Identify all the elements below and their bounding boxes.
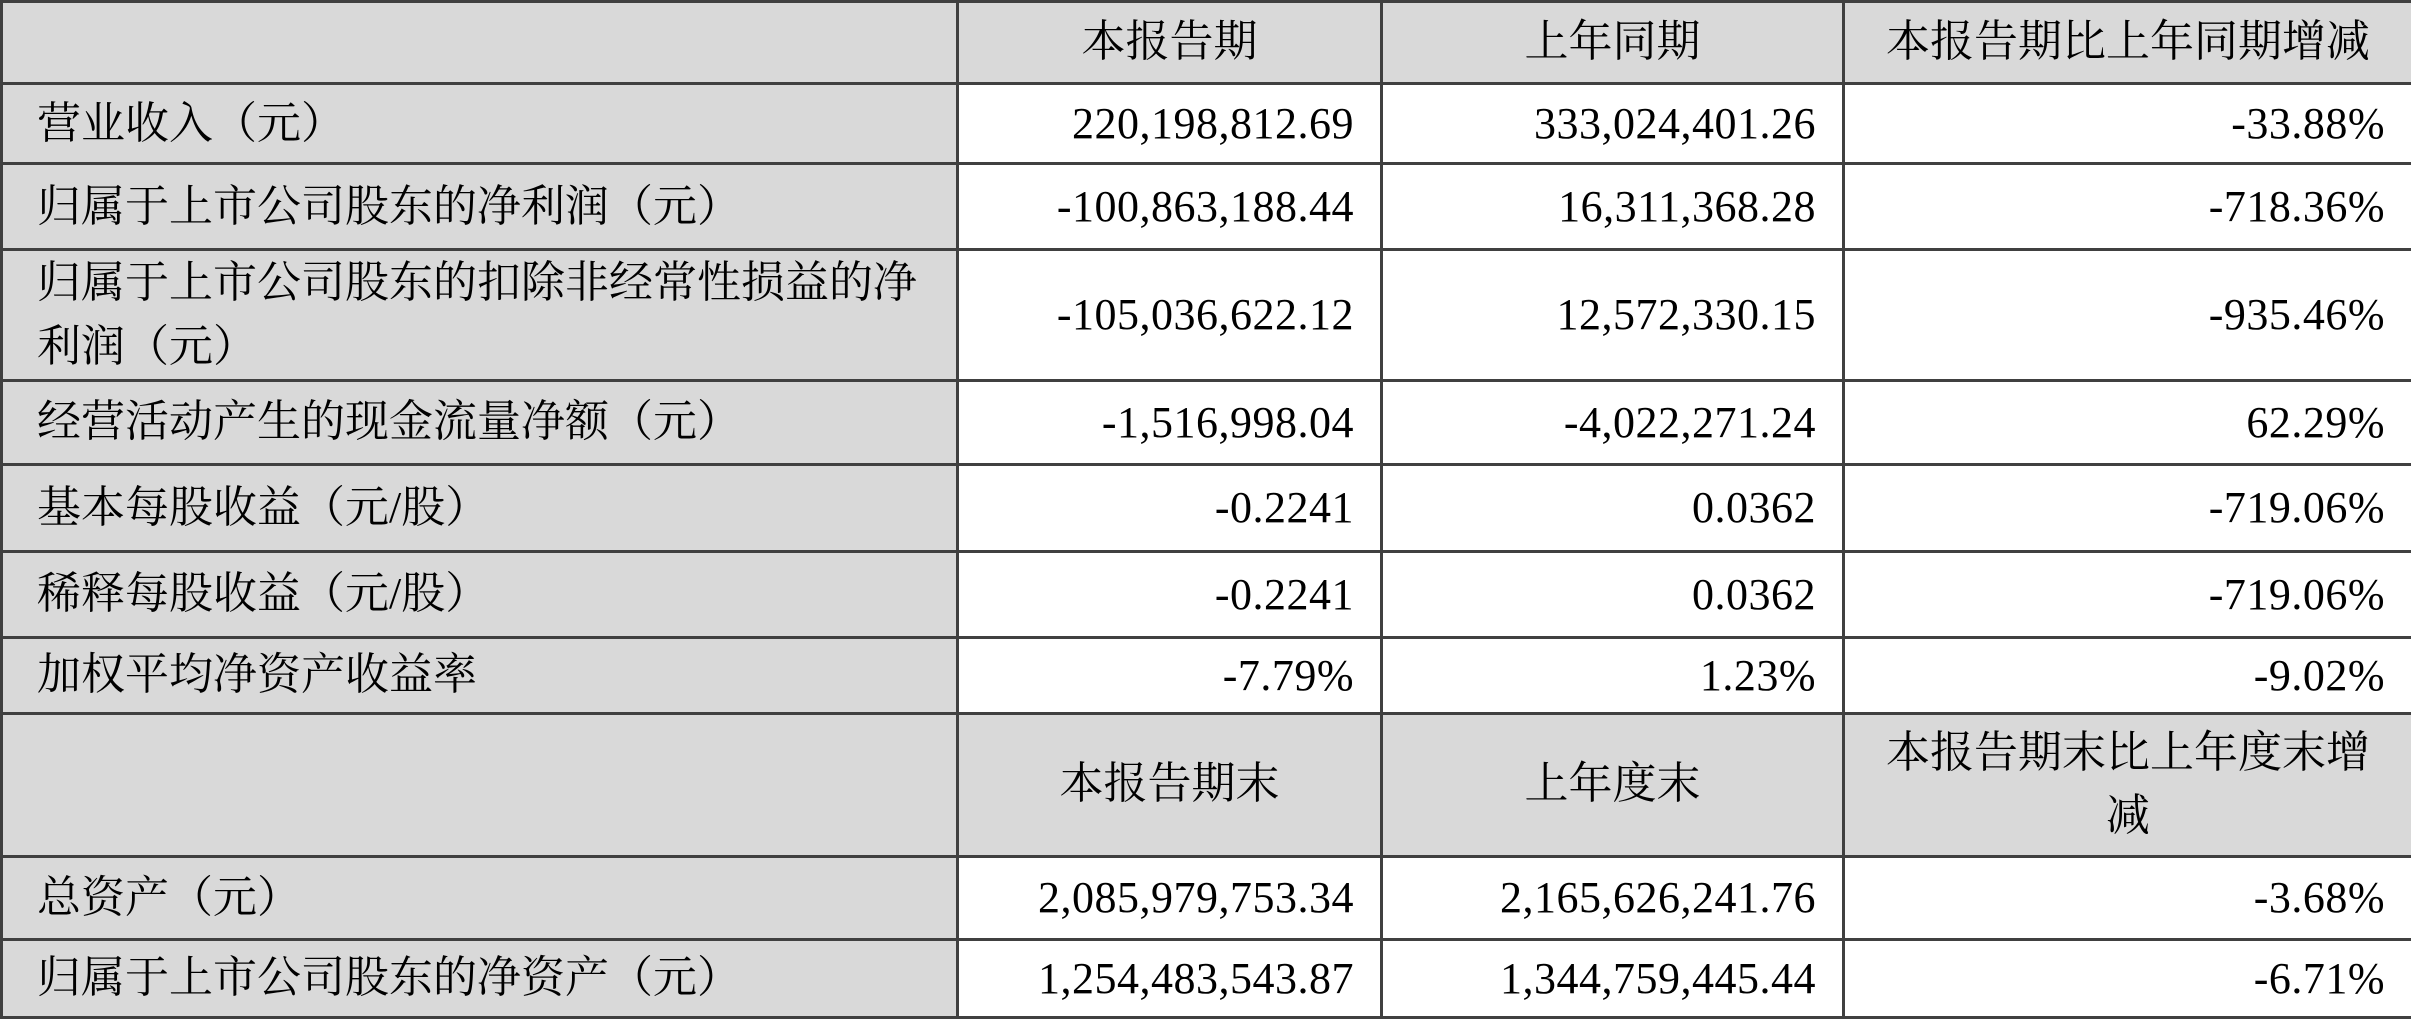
value-prior: 0.0362	[1382, 551, 1844, 637]
section2-header-row	[2, 713, 2411, 856]
value-change: -6.71%	[1844, 939, 2411, 1017]
row-label: 归属于上市公司股东的净利润（元）	[2, 164, 958, 250]
row-label: 基本每股收益（元/股）	[2, 464, 958, 551]
value-change: -935.46%	[1844, 250, 2411, 381]
table-row-weighted-avg-roe	[2, 637, 2411, 713]
value-current: 1,254,483,543.87	[958, 939, 1382, 1017]
table-row-net-profit-excl-nonrecurring	[2, 250, 2411, 381]
value-current: -1,516,998.04	[958, 380, 1382, 464]
section2-header-current: 本报告期末	[958, 713, 1382, 856]
value-prior: 2,165,626,241.76	[1382, 856, 1844, 939]
row-label: 归属于上市公司股东的净资产（元）	[2, 939, 958, 1017]
value-change: 62.29%	[1844, 380, 2411, 464]
value-current: -105,036,622.12	[958, 250, 1382, 381]
row-label: 加权平均净资产收益率	[2, 637, 958, 713]
section2-header-prior: 上年度末	[1382, 713, 1844, 856]
row-label: 经营活动产生的现金流量净额（元）	[2, 380, 958, 464]
row-label: 稀释每股收益（元/股）	[2, 551, 958, 637]
value-current: -100,863,188.44	[958, 164, 1382, 250]
value-current: -7.79%	[958, 637, 1382, 713]
table-row-total-assets	[2, 856, 2411, 939]
value-change: -719.06%	[1844, 464, 2411, 551]
value-change: -3.68%	[1844, 856, 2411, 939]
value-change: -9.02%	[1844, 637, 2411, 713]
value-current: -0.2241	[958, 464, 1382, 551]
value-current: 2,085,979,753.34	[958, 856, 1382, 939]
section2-corner-cell	[2, 713, 958, 856]
value-prior: 12,572,330.15	[1382, 250, 1844, 381]
row-label: 归属于上市公司股东的扣除非经常性损益的净利润（元）	[2, 250, 958, 381]
table-row-net-assets	[2, 939, 2411, 1017]
value-prior: 333,024,401.26	[1382, 84, 1844, 164]
value-change: -718.36%	[1844, 164, 2411, 250]
section1-header-change: 本报告期比上年同期增减	[1844, 2, 2411, 84]
table-row-revenue	[2, 84, 2411, 164]
table-row-basic-eps	[2, 464, 2411, 551]
value-prior: 16,311,368.28	[1382, 164, 1844, 250]
section1-header-prior: 上年同期	[1382, 2, 1844, 84]
row-label: 营业收入（元）	[2, 84, 958, 164]
value-change: -33.88%	[1844, 84, 2411, 164]
row-label: 总资产（元）	[2, 856, 958, 939]
table-row-operating-cash-flow	[2, 380, 2411, 464]
section1-header-current: 本报告期	[958, 2, 1382, 84]
value-prior: -4,022,271.24	[1382, 380, 1844, 464]
table-row-diluted-eps	[2, 551, 2411, 637]
value-current: -0.2241	[958, 551, 1382, 637]
value-prior: 1,344,759,445.44	[1382, 939, 1844, 1017]
table-row-net-profit	[2, 164, 2411, 250]
section1-header-row	[2, 2, 2411, 84]
value-prior: 1.23%	[1382, 637, 1844, 713]
value-change: -719.06%	[1844, 551, 2411, 637]
section1-corner-cell	[2, 2, 958, 84]
section2-header-change: 本报告期末比上年度末增减	[1844, 713, 2411, 856]
value-current: 220,198,812.69	[958, 84, 1382, 164]
value-prior: 0.0362	[1382, 464, 1844, 551]
